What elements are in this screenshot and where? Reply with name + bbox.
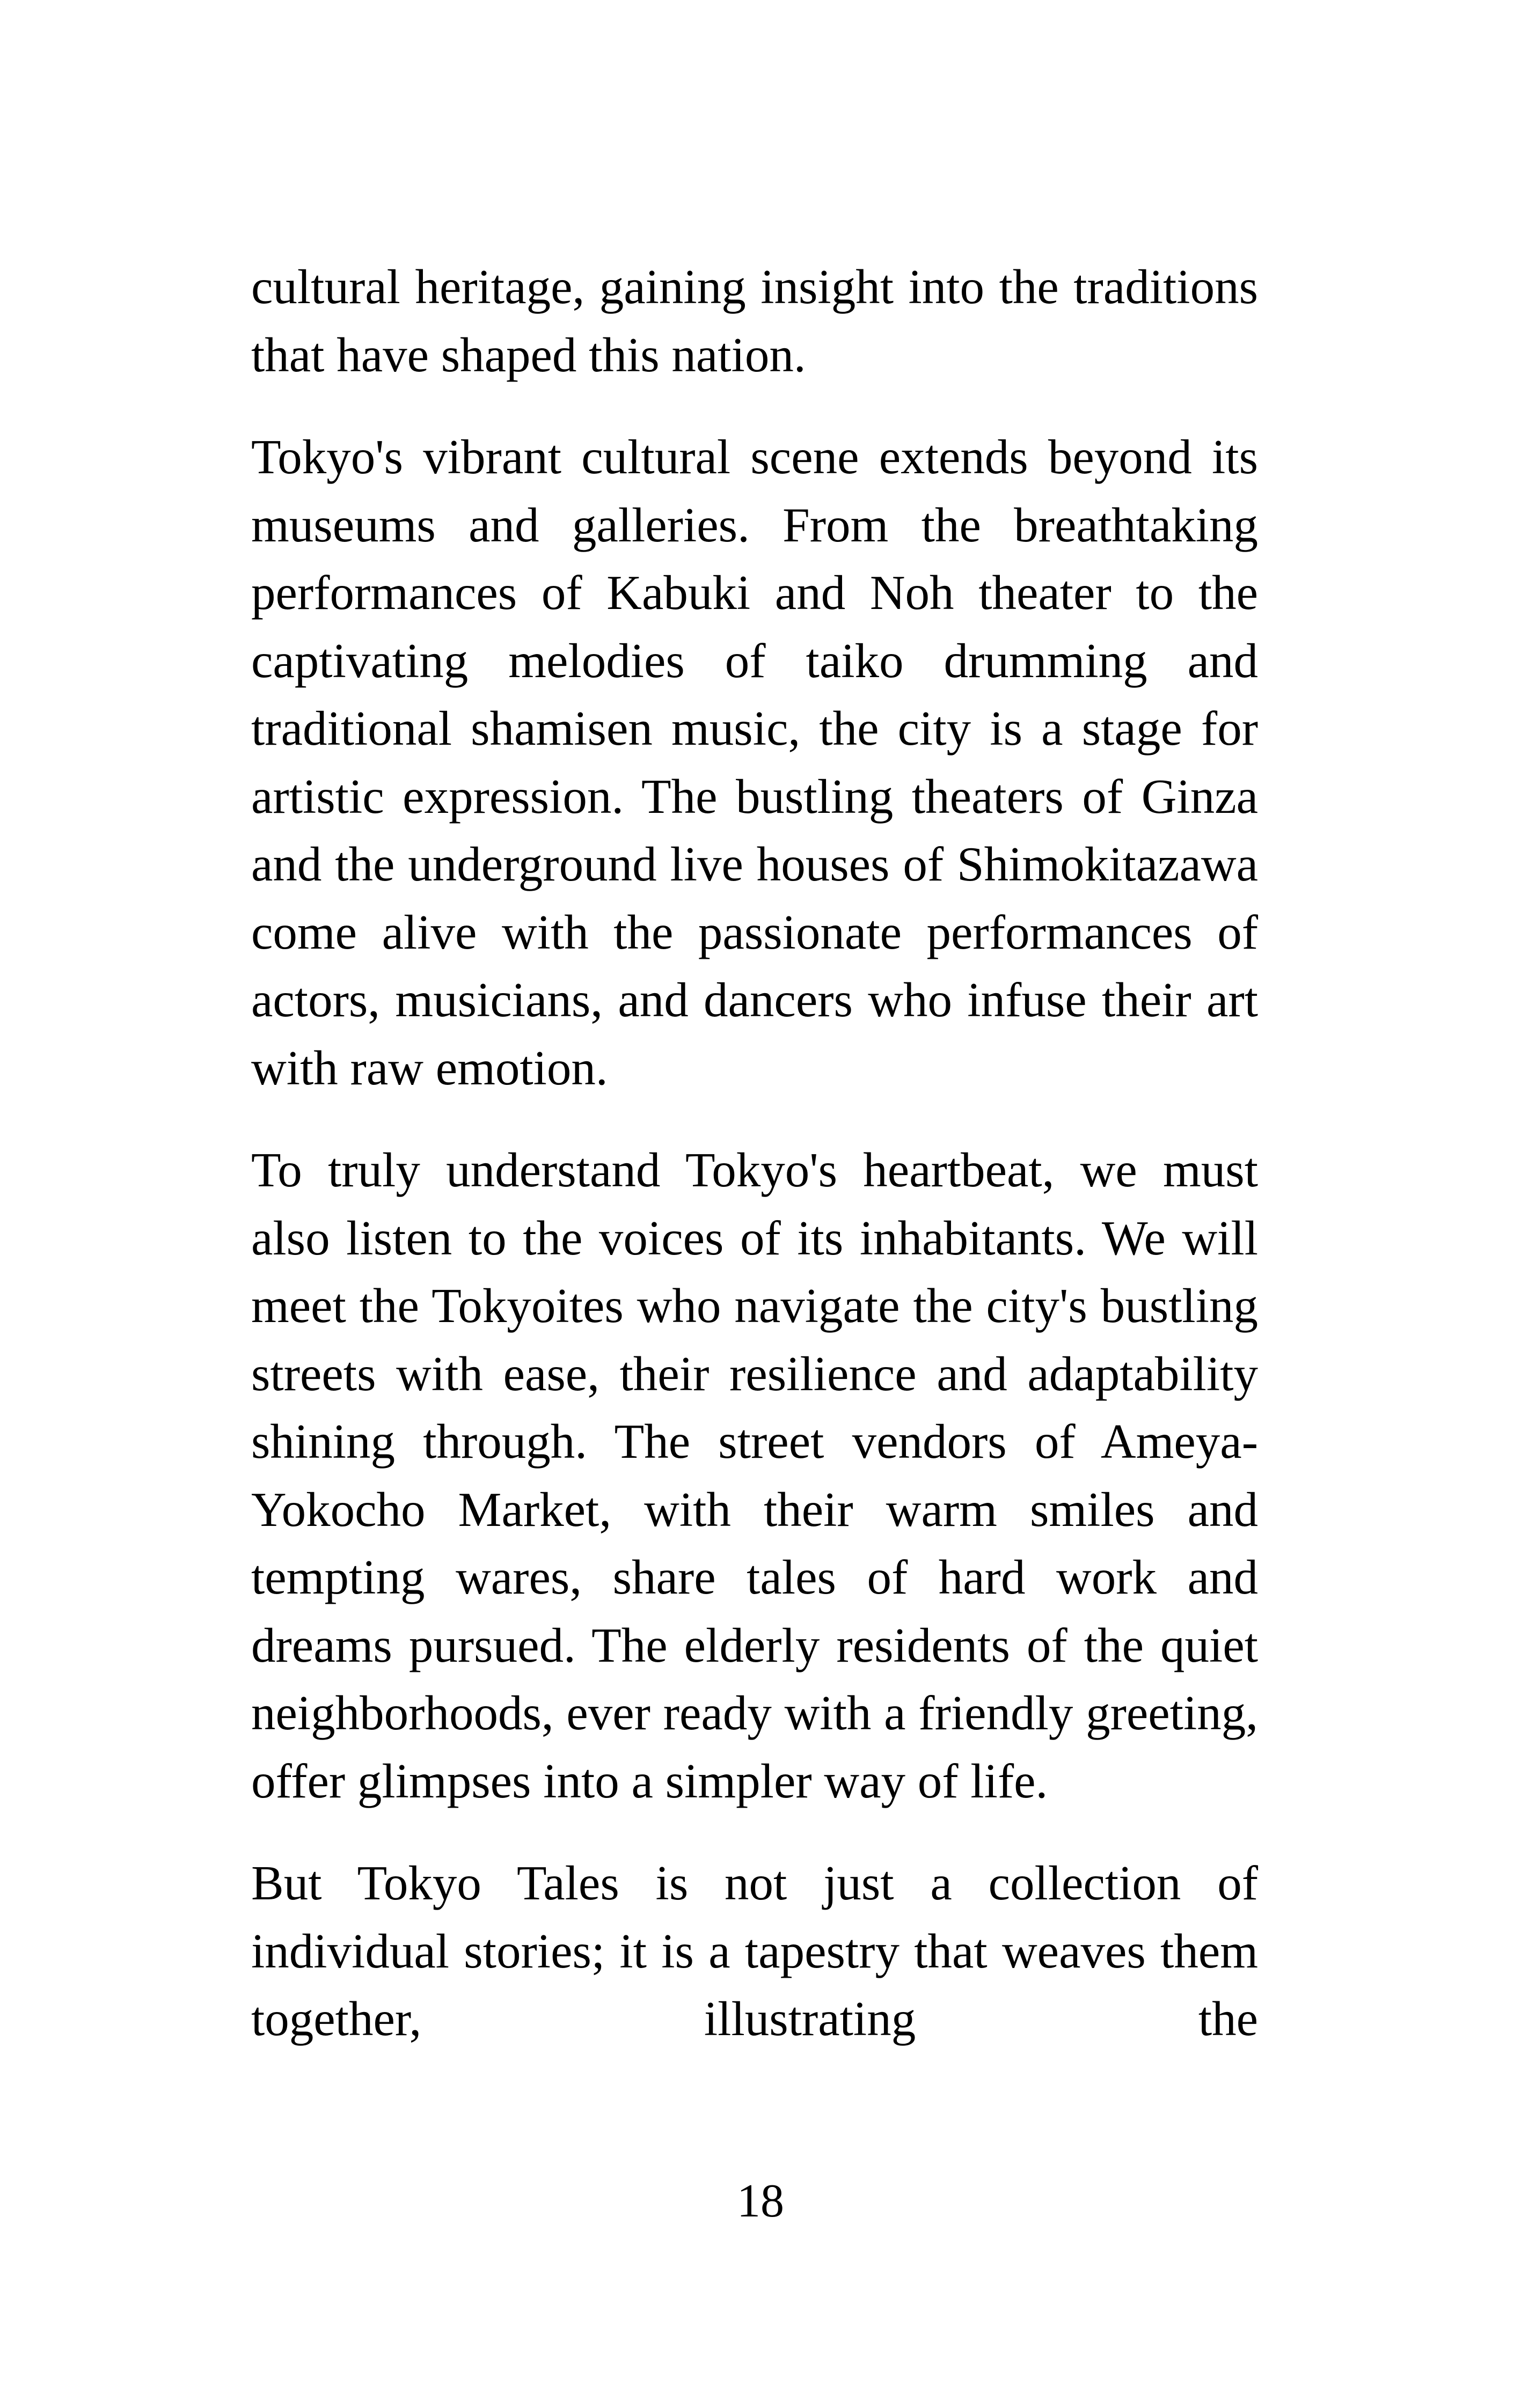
body-text [251, 253, 1258, 2088]
page-number: 18 [737, 2175, 784, 2227]
paragraph-cultural-heritage: cultural heritage, gaining insight into the traditions that have shaped this nation. [251, 260, 1258, 382]
paragraph-inhabitants: To truly understand Tokyo's heartbeat, we must also listen to the voices of its inhabitants. We will meet the Tokyoites who navigate the city's bustling streets with ease, their resilience and adaptability shining through. The street vendors of Ameya-Yokocho Market, with their warm smiles and tempting wares, share tales of hard work and dreams pursued. The elderly residents of the quiet neighborhoods, ever ready with a friendly greeting, offer glimpses into a simpler way of life. [251, 1143, 1258, 1808]
paragraph-cultural-scene: Tokyo's vibrant cultural scene extends beyond its museums and galleries. From the breathtaking performances of Kabuki and Noh theater to the captivating melodies of taiko drumming and traditional shamisen music, the city is a stage for artistic expression. The bustling theaters of Ginza and the underground live houses of Shimokitazawa come alive with the passionate performances of actors, musicians, and dancers who infuse their art with raw emotion. [251, 430, 1258, 1095]
paragraph-tokyo-tales: But Tokyo Tales is not just a collection of individual stories; it is a tapestry that weaves them together, illustrating the [251, 1856, 1258, 2046]
